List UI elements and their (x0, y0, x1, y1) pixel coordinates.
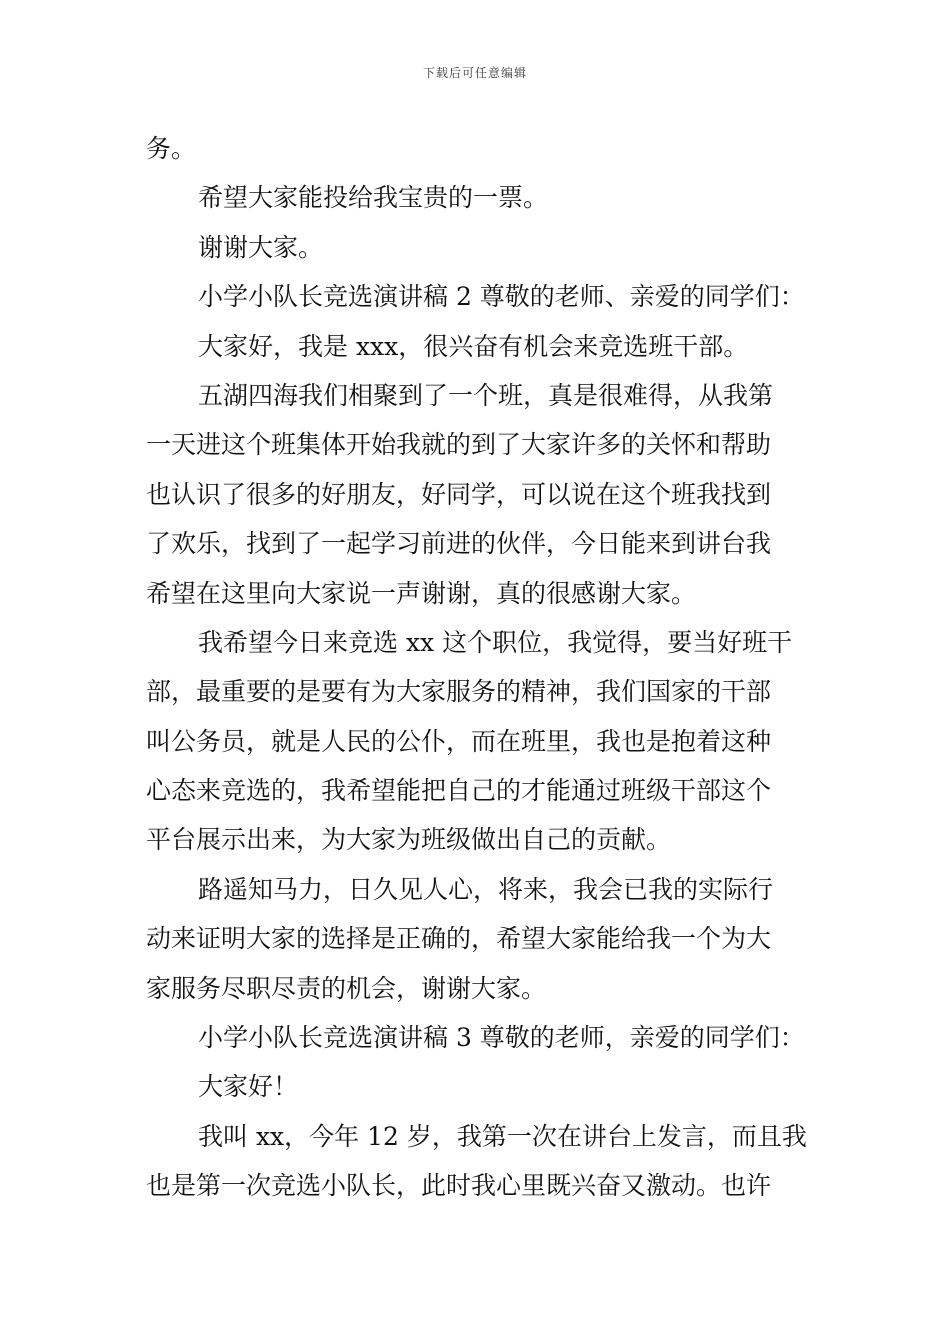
text-line: 心态来竞选的，我希望能把自己的才能通过班级干部这个 (146, 776, 772, 806)
text-line: 希望在这里向大家说一声谢谢，真的很感谢大家。 (146, 578, 697, 608)
text-line: 五湖四海我们相聚到了一个班，真是很难得，从我第 (198, 380, 774, 410)
page-header: 下载后可任意编辑 (422, 66, 527, 80)
text-line: 平台展示出来，为大家为班级做出自己的贡献。 (146, 825, 672, 855)
text-line: 一天进这个班集体开始我就的到了大家许多的关怀和帮助 (146, 430, 772, 460)
text-line: 家服务尽职尽责的机会，谢谢大家。 (146, 973, 547, 1003)
text-line: 大家好，我是 xxx，很兴奋有机会来竞选班干部。 (198, 331, 749, 361)
text-line: 希望大家能投给我宝贵的一票。 (198, 183, 549, 213)
text-line: 叫公务员，就是人民的公仆，而在班里，我也是抱着这种 (146, 726, 772, 756)
section-heading-line: 小学小队长竞选演讲稿 3 尊敬的老师，亲爱的同学们： (198, 1023, 805, 1053)
text-line: 我叫 xx，今年 12 岁，我第一次在讲台上发言，而且我 (198, 1121, 807, 1151)
text-line: 动来证明大家的选择是正确的，希望大家能给我一个为大 (146, 924, 772, 954)
text-line: 务。 (146, 134, 197, 163)
section-heading-line: 小学小队长竞选演讲稿 2 尊敬的老师、亲爱的同学们： (198, 282, 805, 312)
text-line: 路遥知马力，日久见人心，将来，我会已我的实际行 (198, 874, 774, 904)
document-body (146, 124, 808, 1211)
text-line: 谢谢大家。 (198, 232, 324, 262)
text-line: 大家好！ (198, 1072, 299, 1102)
text-line: 了欢乐，找到了一起学习前进的伙伴，今日能来到讲台我 (146, 529, 772, 559)
text-line: 也是第一次竞选小队长，此时我心里既兴奋又激动。也许 (146, 1171, 772, 1201)
text-line: 也认识了很多的好朋友，好同学，可以说在这个班我找到 (146, 479, 772, 509)
text-line: 部，最重要的是要有为大家服务的精神，我们国家的干部 (146, 677, 772, 707)
text-line: 我希望今日来竞选 xx 这个职位，我觉得，要当好班干 (198, 627, 793, 657)
